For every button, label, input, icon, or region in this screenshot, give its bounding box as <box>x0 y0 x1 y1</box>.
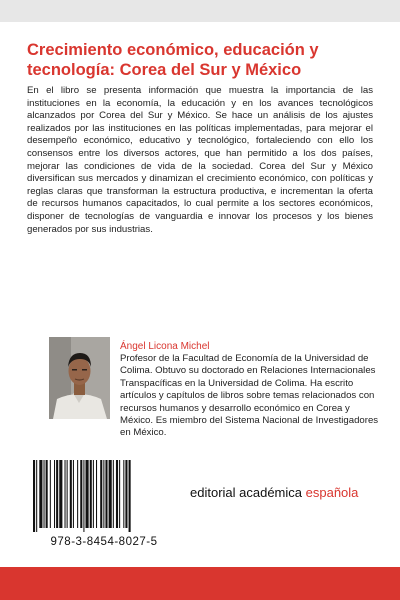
publisher-name <box>190 485 358 500</box>
top-band <box>0 0 400 22</box>
author-photo <box>49 337 110 419</box>
author-bio: Profesor de la Facultad de Economía de la Universidad de Colima. Obtuvo su doctorado en Relaciones Internacionales Transpacíficas en la Universidad de Colima. Ha escrito artículos y capítulos de libros sobre temas relacionados con recursos humanos y desarrollo económico en Corea y México. Es miembro del Sistema Nacional de Investigadores en México. <box>120 353 379 439</box>
isbn-barcode <box>27 460 181 558</box>
author-name: Ángel Licona Michel <box>120 341 210 352</box>
publisher-name-part1: editorial académica <box>190 485 303 500</box>
publisher-name-part2: española <box>305 485 359 500</box>
book-description: En el libro se presenta información que muestra la importancia de las instituciones en la economía, la educación y en los avances tecnológicos alcanzados por Corea del Sur y México. Se hace un análisis de los ajustes realizados por las instituciones en las políticas implementadas, para mejorar el desempeño económico, educativo y tecnológico, fortaleciendo con ello los consensos entre los diversos actores, que han permitido a los dos países, mejorar las condiciones de vida de la sociedad. Corea del Sur y México diversifican sus mercados y dinamizan el crecimiento económico, con políticas y reglas claras que transforman la estructura productiva, e incrementan la oferta de recursos humanos capacitados, lo cual permite a los sectores económicos, disponer de tecnologías de vanguardia e innovar los procesos y los bienes generados por sus industrias. <box>27 85 373 235</box>
isbn-number: 978-3-8454-8027-5 <box>50 536 158 548</box>
bottom-band <box>0 567 400 600</box>
book-title: Crecimiento económico, educación y tecnología: Corea del Sur y México <box>27 41 319 79</box>
barcode-graphic <box>29 460 179 534</box>
